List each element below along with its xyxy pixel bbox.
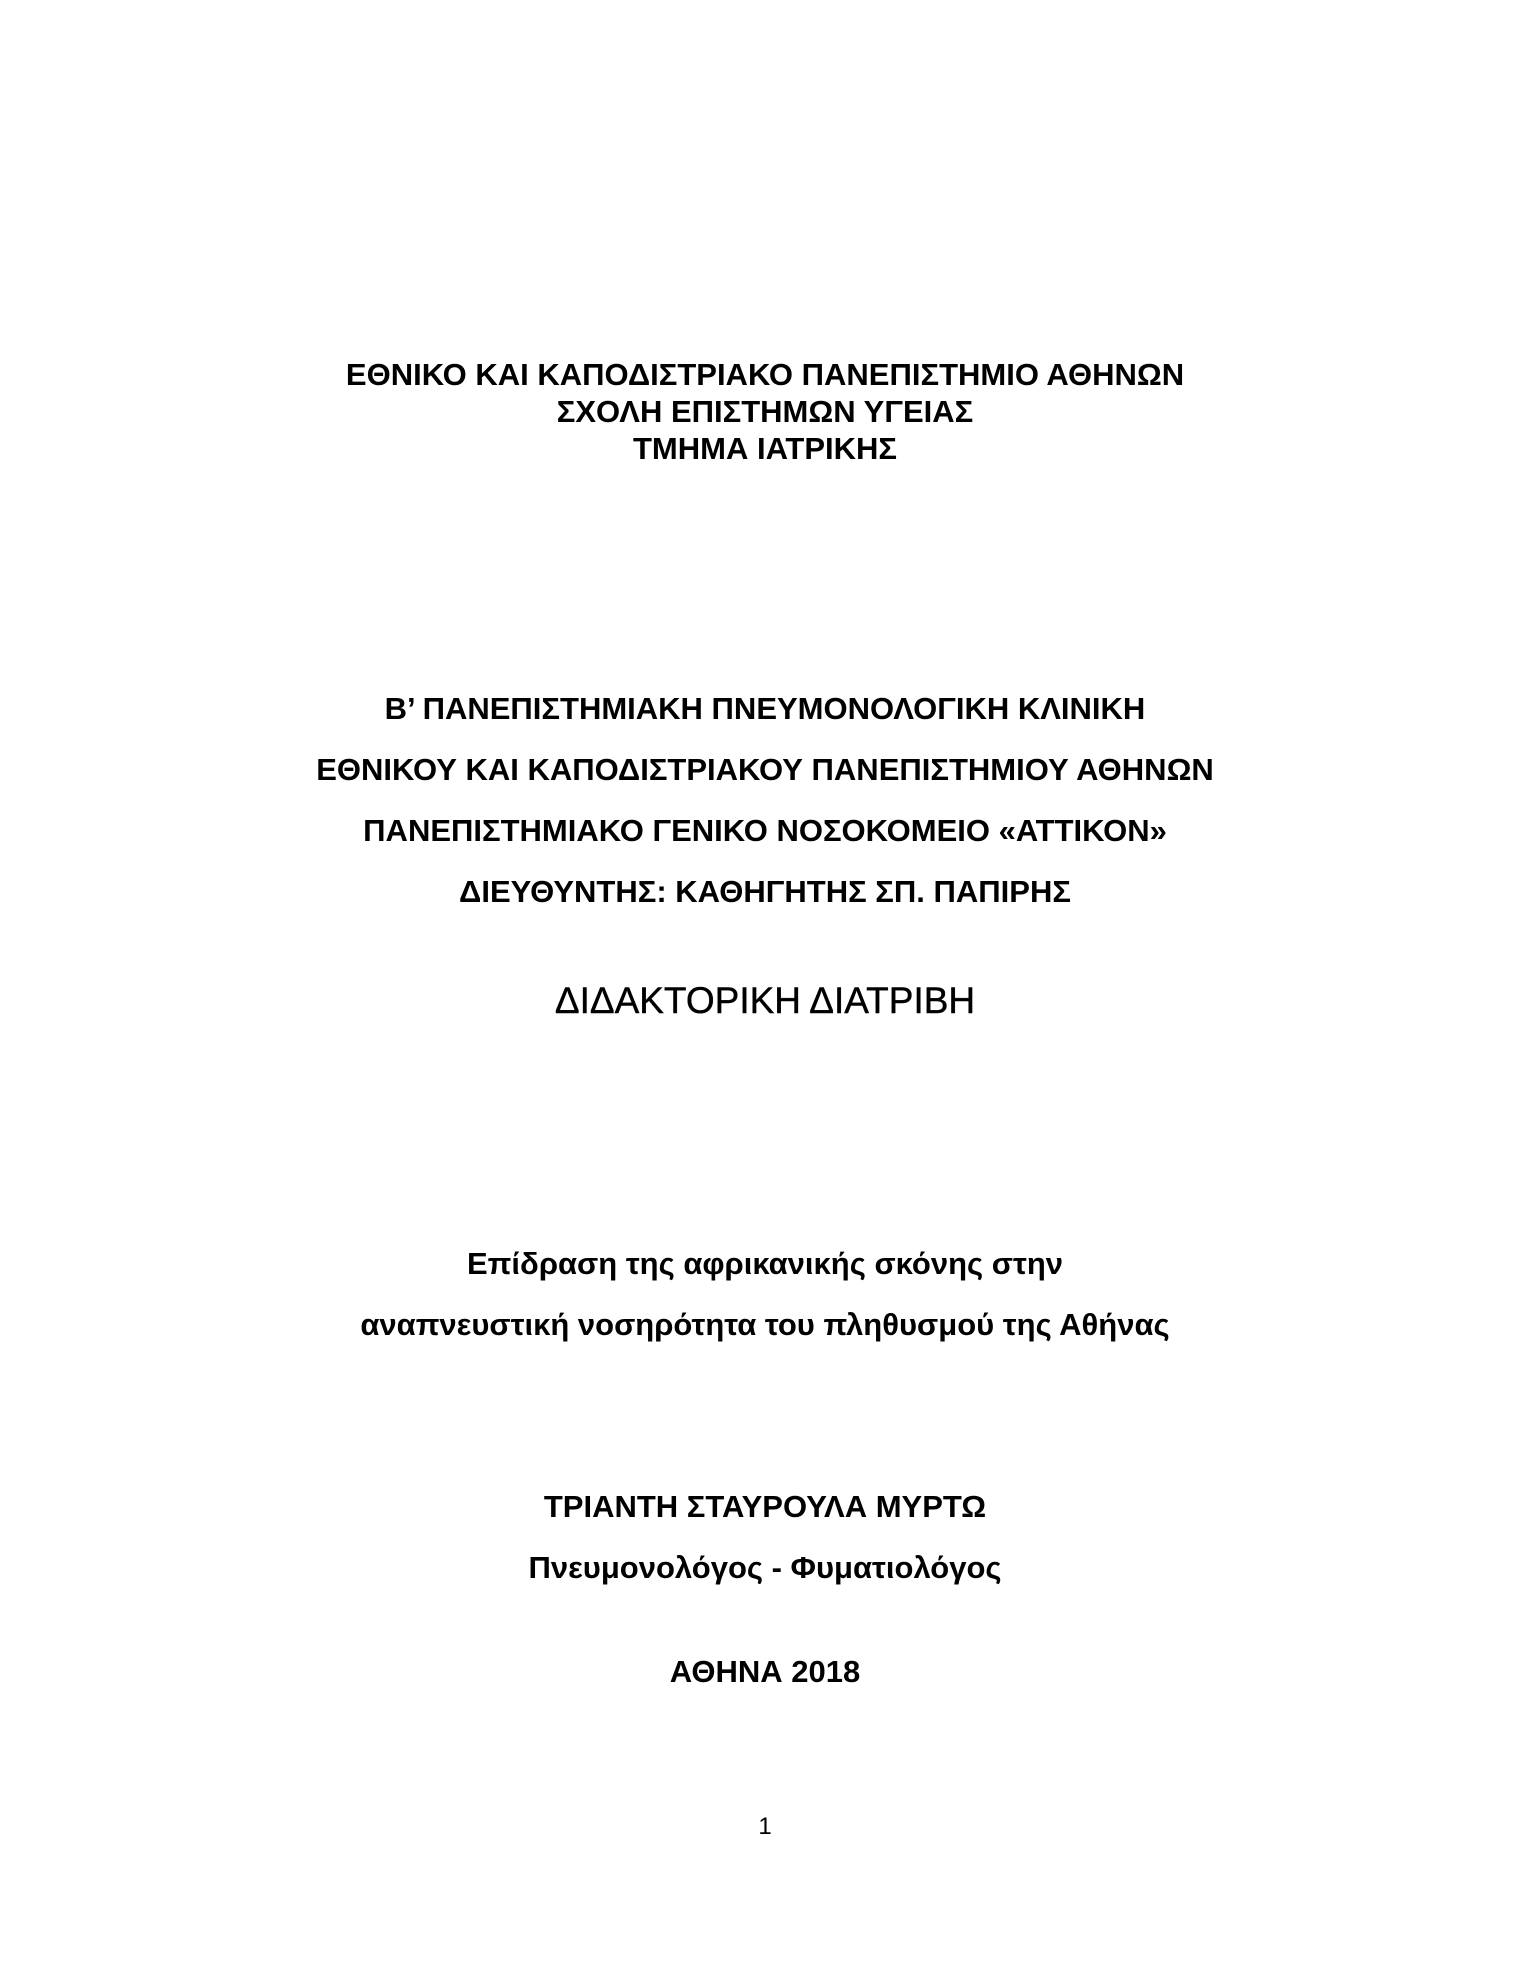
- thesis-title: [0, 1233, 1530, 1355]
- author-specialty: Πνευμονολόγος - Φυματιολόγος: [528, 1550, 1002, 1585]
- university-name: ΕΘΝΙΚΟ ΚΑΙ ΚΑΠΟΔΙΣΤΡΙΑΚΟ ΠΑΝΕΠΙΣΤΗΜΙΟ ΑΘΗΝΩΝ: [345, 357, 1185, 392]
- author-block: [0, 1476, 1530, 1598]
- clinic-university: ΕΘΝΙΚΟΥ ΚΑΙ ΚΑΠΟΔΙΣΤΡΙΑΚΟΥ ΠΑΝΕΠΙΣΤΗΜΙΟΥ ΑΘΗΝΩΝ: [316, 752, 1214, 787]
- university-header: [0, 356, 1530, 467]
- thesis-type: [0, 978, 1530, 1024]
- thesis-title-line-2: αναπνευστική νοσηρότητα του πληθυσμού της Αθήνας: [360, 1307, 1170, 1342]
- place-date: [0, 1652, 1530, 1692]
- hospital-name: ΠΑΝΕΠΙΣΤΗΜΙΑΚΟ ΓΕΝΙΚΟ ΝΟΣΟΚΟΜΕΙΟ «ΑΤΤΙΚΟΝ»: [363, 813, 1167, 848]
- author-name: ΤΡΙΑΝΤΗ ΣΤΑΥΡΟΥΛΑ ΜΥΡΤΩ: [543, 1489, 987, 1524]
- thesis-type-label: ΔΙΔΑΚΤΟΡΙΚΗ ΔΙΑΤΡΙΒΗ: [554, 980, 976, 1021]
- department-name: ΤΜΗΜΑ ΙΑΤΡΙΚΗΣ: [633, 431, 897, 466]
- place-date-text: ΑΘΗΝΑ 2018: [669, 1654, 861, 1689]
- school-name: ΣΧΟΛΗ ΕΠΙΣΤΗΜΩΝ ΥΓΕΙΑΣ: [556, 394, 974, 429]
- page-number: [0, 1812, 1530, 1842]
- thesis-title-line-1: Επίδραση της αφρικανικής σκόνης στην: [467, 1246, 1063, 1281]
- clinic-name: Β’ ΠΑΝΕΠΙΣΤΗΜΙΑΚΗ ΠΝΕΥΜΟΝΟΛΟΓΙΚΗ ΚΛΙΝΙΚΗ: [384, 691, 1146, 726]
- page-number-text: 1: [758, 1813, 772, 1840]
- clinic-block: [0, 678, 1530, 922]
- director-line: ΔΙΕΥΘΥΝΤΗΣ: ΚΑΘΗΓΗΤΗΣ ΣΠ. ΠΑΠΙΡΗΣ: [459, 874, 1071, 909]
